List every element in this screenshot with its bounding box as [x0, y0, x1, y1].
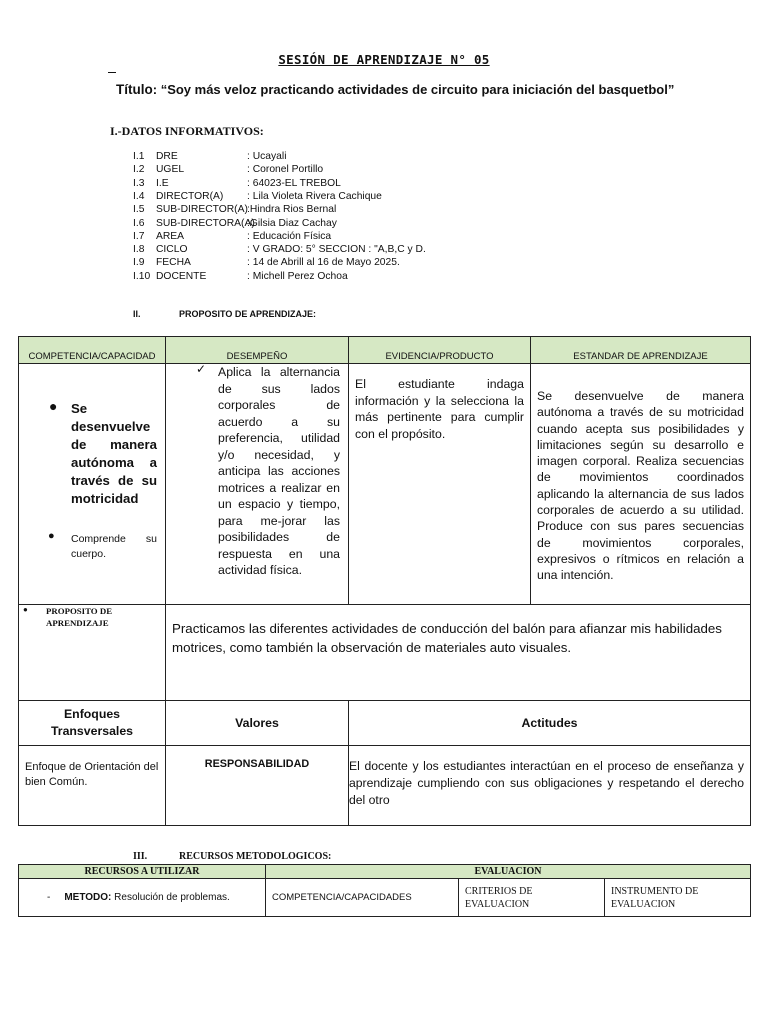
proposito-text: Practicamos las diferentes actividades de conducción del balón para afianzar mis habilidades motrices, como también la observación de materiales auto visuales. — [172, 621, 722, 655]
dash-marker: - — [47, 892, 51, 903]
datos-row-value: : Michell Perez Ochoa — [247, 270, 348, 282]
section-number: II. — [133, 309, 141, 319]
datos-row-number: I.9 — [133, 257, 145, 269]
datos-heading: I.-DATOS INFORMATIVOS: — [110, 124, 264, 138]
datos-row-key: DRE — [156, 151, 178, 162]
evidencia-text: El estudiante indaga información y la selecciona la más pertinente para cumplir con el propósito. — [355, 377, 524, 441]
header-evaluacion: EVALUACION — [266, 865, 751, 879]
eval-competencia-cell: COMPETENCIA/CAPACIDADES — [266, 879, 459, 917]
enfoques-content-row — [19, 746, 751, 826]
header-valores: Valores — [166, 701, 349, 746]
datos-row-number: I.5 — [133, 204, 145, 216]
header-actitudes: Actitudes — [349, 701, 751, 746]
datos-row-value: : Ucayali — [247, 151, 287, 162]
datos-row-key: AREA — [156, 230, 185, 242]
estandar-text: Se desenvuelve de manera autónoma a través de su motricidad cuando acepta sus posibilidades y limitaciones según su desarrollo e imagen corporal. Realiza secuencias de movimientos coordinados aplicando la alternancia de sus lados corporales de acuerdo a su utilidad. Produce con sus pares secuencias de movimientos corporales, expresivos o rítmicos en relación a una intención. — [537, 389, 744, 583]
datos-row-number: I.6 — [133, 217, 145, 229]
enfoque-cell — [19, 746, 166, 826]
datos-row-value: : Educación Física — [247, 230, 332, 242]
session-subtitle — [116, 82, 674, 97]
proposito-text-cell — [166, 605, 751, 701]
datos-row-key: I.E — [156, 177, 169, 189]
bullet-icon: ● — [48, 530, 55, 542]
section-number: III. — [133, 851, 148, 862]
competencia-text: Se desenvuelve de manera autónoma a través de su motricidad — [71, 401, 157, 506]
datos-row-number: I.2 — [133, 164, 145, 176]
datos-row-value: : 64023-EL TREBOL — [247, 177, 341, 189]
desempeno-text: Aplica la alternancia de sus lados corporales de acuerdo a su preferencia, utilidad y/o necesidad, y anticipa las acciones motrices a realizar en un espacio y tiempo, para me-jorar las posibilidades de respuesta en una actividad física. — [218, 365, 340, 577]
recursos-table — [18, 864, 751, 917]
proposito-label-cell — [19, 605, 166, 701]
subtitle-text: : “Soy más veloz practicando actividades de circuito para iniciación del basquetbol” — [152, 82, 675, 97]
datos-row-number: I.7 — [133, 230, 145, 242]
desempeno-cell — [166, 364, 349, 605]
estandar-cell — [531, 364, 751, 605]
section-title: RECURSOS METODOLOGICOS: — [179, 851, 332, 862]
header-desempeno: DESEMPEÑO — [166, 337, 349, 364]
proposito-text-row — [19, 605, 751, 701]
datos-row-number: I.10 — [133, 270, 151, 282]
valor-cell — [166, 746, 349, 826]
header-competencia: COMPETENCIA/CAPACIDAD — [19, 337, 166, 364]
datos-row-key: DOCENTE — [156, 270, 207, 282]
header-enfoques: Enfoques Transversales — [19, 701, 166, 746]
eval-instrumento-cell: INSTRUMENTO DE EVALUACION — [605, 879, 751, 917]
datos-row-number: I.8 — [133, 244, 145, 256]
datos-row-value: : 14 de Abrill al 16 de Mayo 2025. — [247, 257, 400, 269]
recursos-header-row — [19, 865, 751, 879]
datos-row-key: SUB-DIRECTOR(A) — [156, 204, 248, 216]
proposito-content-row — [19, 364, 751, 605]
valor-text: RESPONSABILIDAD — [204, 758, 310, 770]
datos-row-number: I.4 — [133, 190, 145, 202]
bullet-icon: ● — [49, 398, 58, 414]
metodo-label: METODO: — [64, 892, 112, 903]
evidencia-cell — [349, 364, 531, 605]
datos-row-value: : Coronel Portillo — [247, 164, 324, 176]
actitud-text: El docente y los estudiantes interactúan en el proceso de enseñanza y aprendizaje cumpliendo con sus obligaciones y respetando el derecho del otro — [349, 759, 744, 807]
proposito-label: PROPOSITO DE APRENDIZAJE — [46, 606, 113, 628]
datos-row-key: UGEL — [156, 164, 185, 176]
datos-row-value: :Gilsia Diaz Cachay — [247, 217, 337, 229]
datos-row-value: : Lila Violeta Rivera Cachique — [247, 190, 382, 202]
datos-row-key: DIRECTOR(A) — [156, 190, 224, 202]
bullet-icon: ● — [23, 605, 28, 614]
proposito-section-heading — [133, 309, 317, 319]
proposito-header-row — [19, 337, 751, 364]
datos-row-key: SUB-DIRECTORA(A) — [156, 217, 255, 229]
header-evidencia: EVIDENCIA/PRODUCTO — [349, 337, 531, 364]
datos-row-value: :Hindra Rios Bernal — [247, 204, 337, 216]
datos-row-number: I.3 — [133, 177, 145, 189]
eval-criterios-cell: CRITERIOS DE EVALUACION — [459, 879, 605, 917]
competencia-cell — [19, 364, 166, 605]
actitud-cell — [349, 746, 751, 826]
recursos-section-heading — [133, 851, 332, 862]
metodo-value: Resolución de problemas. — [111, 892, 230, 903]
enfoques-header-row — [19, 701, 751, 746]
metodo-cell — [19, 879, 266, 917]
recursos-content-row — [19, 879, 751, 917]
subtitle-label: Título — [116, 82, 153, 97]
datos-row-key: CICLO — [156, 244, 188, 256]
datos-row-key: FECHA — [156, 257, 191, 269]
capacidad-text: Comprende su cuerpo. — [71, 533, 157, 560]
checkmark-icon: ✓ — [196, 362, 207, 376]
page-title: SESIÓN DE APRENDIZAJE N° 05 — [278, 52, 490, 67]
title-marker — [108, 72, 116, 73]
datos-row-number: I.1 — [133, 151, 145, 162]
proposito-table — [18, 336, 751, 826]
datos-row-value: : V GRADO: 5° SECCION : "A,B,C y D. — [247, 244, 426, 256]
header-recursos: RECURSOS A UTILIZAR — [19, 865, 266, 879]
header-estandar: ESTANDAR DE APRENDIZAJE — [531, 337, 751, 364]
enfoque-text: Enfoque de Orientación del bien Común. — [25, 761, 159, 788]
section-title: PROPOSITO DE APRENDIZAJE: — [179, 309, 317, 319]
